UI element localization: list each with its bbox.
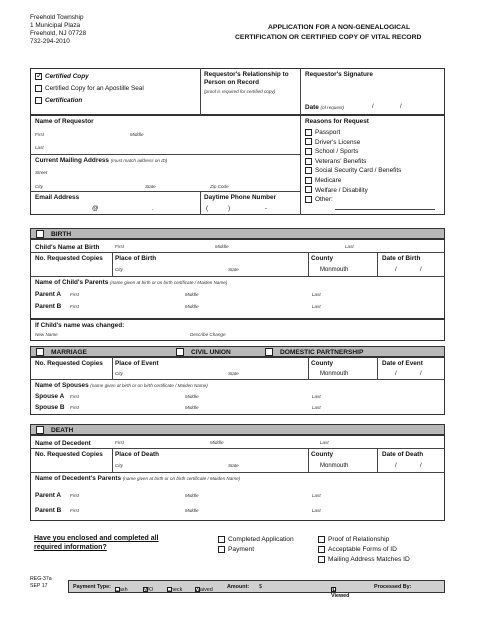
reason-social-security[interactable]: Social Security Card / Benefits: [305, 166, 401, 176]
checkbox-certification[interactable]: [35, 97, 42, 104]
death-parent-b-last: Last: [312, 508, 321, 513]
signature-label: Requestor's Signature: [305, 71, 373, 78]
reason-welfare[interactable]: Welfare / Disability: [305, 186, 401, 196]
agency-name: Freehold Township: [30, 14, 84, 21]
checkbox-welfare[interactable]: [305, 186, 312, 193]
checkbox-apostille[interactable]: [35, 85, 42, 92]
zip-label: Zip Code: [210, 184, 229, 189]
parent-a-label: Parent A: [35, 291, 62, 298]
parents-label: Name of Child's Parents (name given at birth or on birth certificate / Maiden Name): [35, 279, 228, 286]
death-place-label: Place of Death: [115, 451, 160, 458]
checkbox-certified-copy[interactable]: [35, 73, 42, 80]
reasons-heading: Reasons for Request: [305, 118, 369, 125]
parent-b-label: Parent B: [35, 303, 62, 310]
parent-b-middle: Middle: [185, 304, 199, 309]
marriage-county-value: Monmouth: [320, 371, 349, 377]
checkbox-marriage[interactable]: [36, 348, 44, 356]
dob-slash-1: /: [395, 267, 397, 273]
birth-county-value: Monmouth: [320, 267, 349, 273]
checkbox-payment[interactable]: [218, 546, 225, 553]
signature-date: Date (of request): [305, 104, 345, 111]
checkbox-passport[interactable]: [305, 129, 312, 136]
phone-paren-left: (: [206, 205, 209, 212]
email-dot: .: [152, 205, 154, 212]
date-slash-2: /: [400, 104, 402, 110]
death-state-label: State: [228, 463, 239, 468]
death-parent-a-middle: Middle: [185, 493, 199, 498]
birth-bar: BIRTH: [30, 228, 445, 239]
checkbox-mailing-matches[interactable]: [318, 556, 325, 563]
name-changed-label: If Child's name was changed:: [35, 322, 125, 329]
street-label: Street: [35, 170, 48, 175]
spouse-b-label: Spouse B: [35, 404, 65, 411]
checkbox-domestic-partnership[interactable]: [265, 348, 273, 356]
form-revision-date: SEP 17: [30, 583, 48, 589]
phone-dash: -: [265, 205, 268, 212]
relationship-note: (proof is required for certified copy): [204, 89, 276, 94]
death-parent-b-middle: Middle: [185, 508, 199, 513]
marriage-state-label: State: [228, 371, 239, 376]
marriage-date-label: Date of Event: [382, 360, 423, 367]
reason-passport[interactable]: Passport: [305, 128, 401, 138]
check-mailing-matches[interactable]: Mailing Address Matches ID: [318, 555, 410, 565]
email-at: @: [92, 205, 99, 212]
checkbox-drivers-license[interactable]: [305, 138, 312, 145]
decedent-label: Name of Decedent: [35, 440, 91, 447]
requestor-first-label: First: [35, 132, 44, 137]
requestor-middle-label: Middle: [130, 132, 144, 137]
marriage-city-label: City: [115, 371, 123, 376]
decedent-last: Last: [320, 440, 329, 445]
birth-city-label: City: [115, 267, 123, 272]
death-parent-a-label: Parent A: [35, 492, 62, 499]
spouse-b-last: Last: [312, 405, 321, 410]
birth-first-label: First: [115, 244, 124, 249]
check-completed-application[interactable]: Completed Application: [218, 535, 294, 545]
checklist-question-1: Have you enclosed and completed all: [34, 535, 159, 542]
certified-copy-option[interactable]: ✓Certified Copy: [35, 73, 89, 80]
checkbox-completed-application[interactable]: [218, 536, 225, 543]
describe-change-label: Describe Change: [190, 332, 226, 337]
certification-option[interactable]: Certification: [35, 97, 82, 104]
office-use-bar: Payment Type: Cash M/O Check Waived Amount: $ ID Viewed Processed By:: [68, 580, 445, 593]
checklist-group-b: [318, 535, 410, 565]
new-name-label: New Name: [35, 332, 58, 337]
parent-b-last: Last: [312, 304, 321, 309]
marriage-place-label: Place of Event: [115, 360, 159, 367]
form-title-line2: CERTIFICATION OR CERTIFIED COPY OF VITAL RECORD: [235, 34, 422, 41]
spouse-a-middle: Middle: [185, 394, 199, 399]
death-parent-b-first: First: [70, 508, 79, 513]
birth-place-label: Place of Birth: [115, 255, 157, 262]
death-copies-label: No. Requested Copies: [35, 451, 103, 458]
death-slash-1: /: [395, 463, 397, 469]
mailing-address-label: Current Mailing Address (must match address on ID): [35, 157, 168, 164]
checkbox-civil-union[interactable]: [176, 348, 184, 356]
reason-veterans[interactable]: Veterans' Benefits: [305, 157, 401, 167]
marriage-county-label: County: [311, 360, 334, 367]
spouse-a-last: Last: [312, 394, 321, 399]
agency-address-1: 1 Municipal Plaza: [30, 22, 81, 29]
phone-paren-right: ): [228, 205, 231, 212]
marriage-slash-1: /: [395, 371, 397, 377]
decedent-middle: Middle: [210, 440, 224, 445]
parent-a-middle: Middle: [185, 292, 199, 297]
check-acceptable-id[interactable]: Acceptable Forms of ID: [318, 545, 410, 555]
decedent-parents-label: Name of Decedent's Parents (name given at birth or on birth certificate / Maiden Name): [35, 475, 241, 482]
checkbox-medicare[interactable]: [305, 177, 312, 184]
death-slash-2: /: [420, 463, 422, 469]
death-bar: DEATH: [30, 424, 445, 435]
relationship-label: Requestor's Relationship to Person on Record: [204, 71, 289, 86]
parent-a-last: Last: [312, 292, 321, 297]
birth-middle-label: Middle: [215, 244, 229, 249]
check-payment[interactable]: Payment: [218, 545, 294, 555]
city-label: City: [35, 184, 43, 189]
birth-last-label: Last: [345, 244, 354, 249]
spouses-label: Name of Spouses (name given at birth or on birth certificate / Maiden Name): [35, 382, 208, 389]
date-slash-1: /: [372, 104, 374, 110]
birth-county-label: County: [311, 255, 334, 262]
death-parent-b-label: Parent B: [35, 507, 62, 514]
checkbox-proof-relationship[interactable]: [318, 536, 325, 543]
reasons-list: [305, 128, 401, 205]
state-label: State: [145, 184, 156, 189]
spouse-a-first: First: [70, 394, 79, 399]
death-county-label: County: [311, 451, 334, 458]
death-city-label: City: [115, 463, 123, 468]
requestor-heading: Name of Requestor: [35, 118, 94, 125]
birth-copies-label: No. Requested Copies: [35, 255, 103, 262]
checkbox-other[interactable]: [305, 196, 312, 203]
checkbox-acceptable-id[interactable]: [318, 546, 325, 553]
death-date-label: Date of Death: [382, 451, 424, 458]
spouse-b-first: First: [70, 405, 79, 410]
birth-dob-label: Date of Birth: [382, 255, 421, 262]
reason-school-sports[interactable]: School / Sports: [305, 147, 401, 157]
checklist-group-a: [218, 535, 294, 555]
birth-state-label: State: [228, 267, 239, 272]
death-parent-a-last: Last: [312, 493, 321, 498]
child-name-label: Child's Name at Birth: [35, 244, 100, 251]
email-label: Email Address: [35, 194, 80, 201]
parent-b-first: First: [70, 304, 79, 309]
phone-label: Daytime Phone Number: [204, 194, 277, 201]
checkbox-birth[interactable]: [36, 230, 44, 238]
checkbox-school-sports[interactable]: [305, 148, 312, 155]
form-title-line1: APPLICATION FOR A NON-GENEALOGICAL: [268, 24, 411, 31]
death-county-value: Monmouth: [320, 463, 349, 469]
spouse-a-label: Spouse A: [35, 393, 65, 400]
parent-a-first: First: [70, 292, 79, 297]
dob-slash-2: /: [420, 267, 422, 273]
death-parent-a-first: First: [70, 493, 79, 498]
check-proof-relationship[interactable]: Proof of Relationship: [318, 535, 410, 545]
requestor-last-label: Last: [35, 145, 44, 150]
checkbox-death[interactable]: [36, 426, 44, 434]
reason-other[interactable]: Other:: [305, 195, 401, 205]
checkbox-veterans[interactable]: [305, 158, 312, 165]
marriage-bar: MARRIAGE CIVIL UNION DOMESTIC PARTNERSHIP: [30, 346, 445, 357]
form-code: REG-37a: [30, 576, 52, 582]
checkbox-social-security[interactable]: [305, 167, 312, 174]
reason-medicare[interactable]: Medicare: [305, 176, 401, 186]
decedent-first: First: [115, 440, 124, 445]
marriage-slash-2: /: [420, 371, 422, 377]
agency-phone: 732-294-2010: [30, 38, 70, 45]
spouse-b-middle: Middle: [185, 405, 199, 410]
reason-drivers-license[interactable]: Driver's License: [305, 138, 401, 148]
marriage-copies-label: No. Requested Copies: [35, 360, 103, 367]
checklist-question-2: required information?: [34, 544, 107, 551]
apostille-option[interactable]: Certified Copy for an Apostille Seal: [35, 85, 144, 92]
agency-address-2: Freehold, NJ 07728: [30, 30, 87, 37]
